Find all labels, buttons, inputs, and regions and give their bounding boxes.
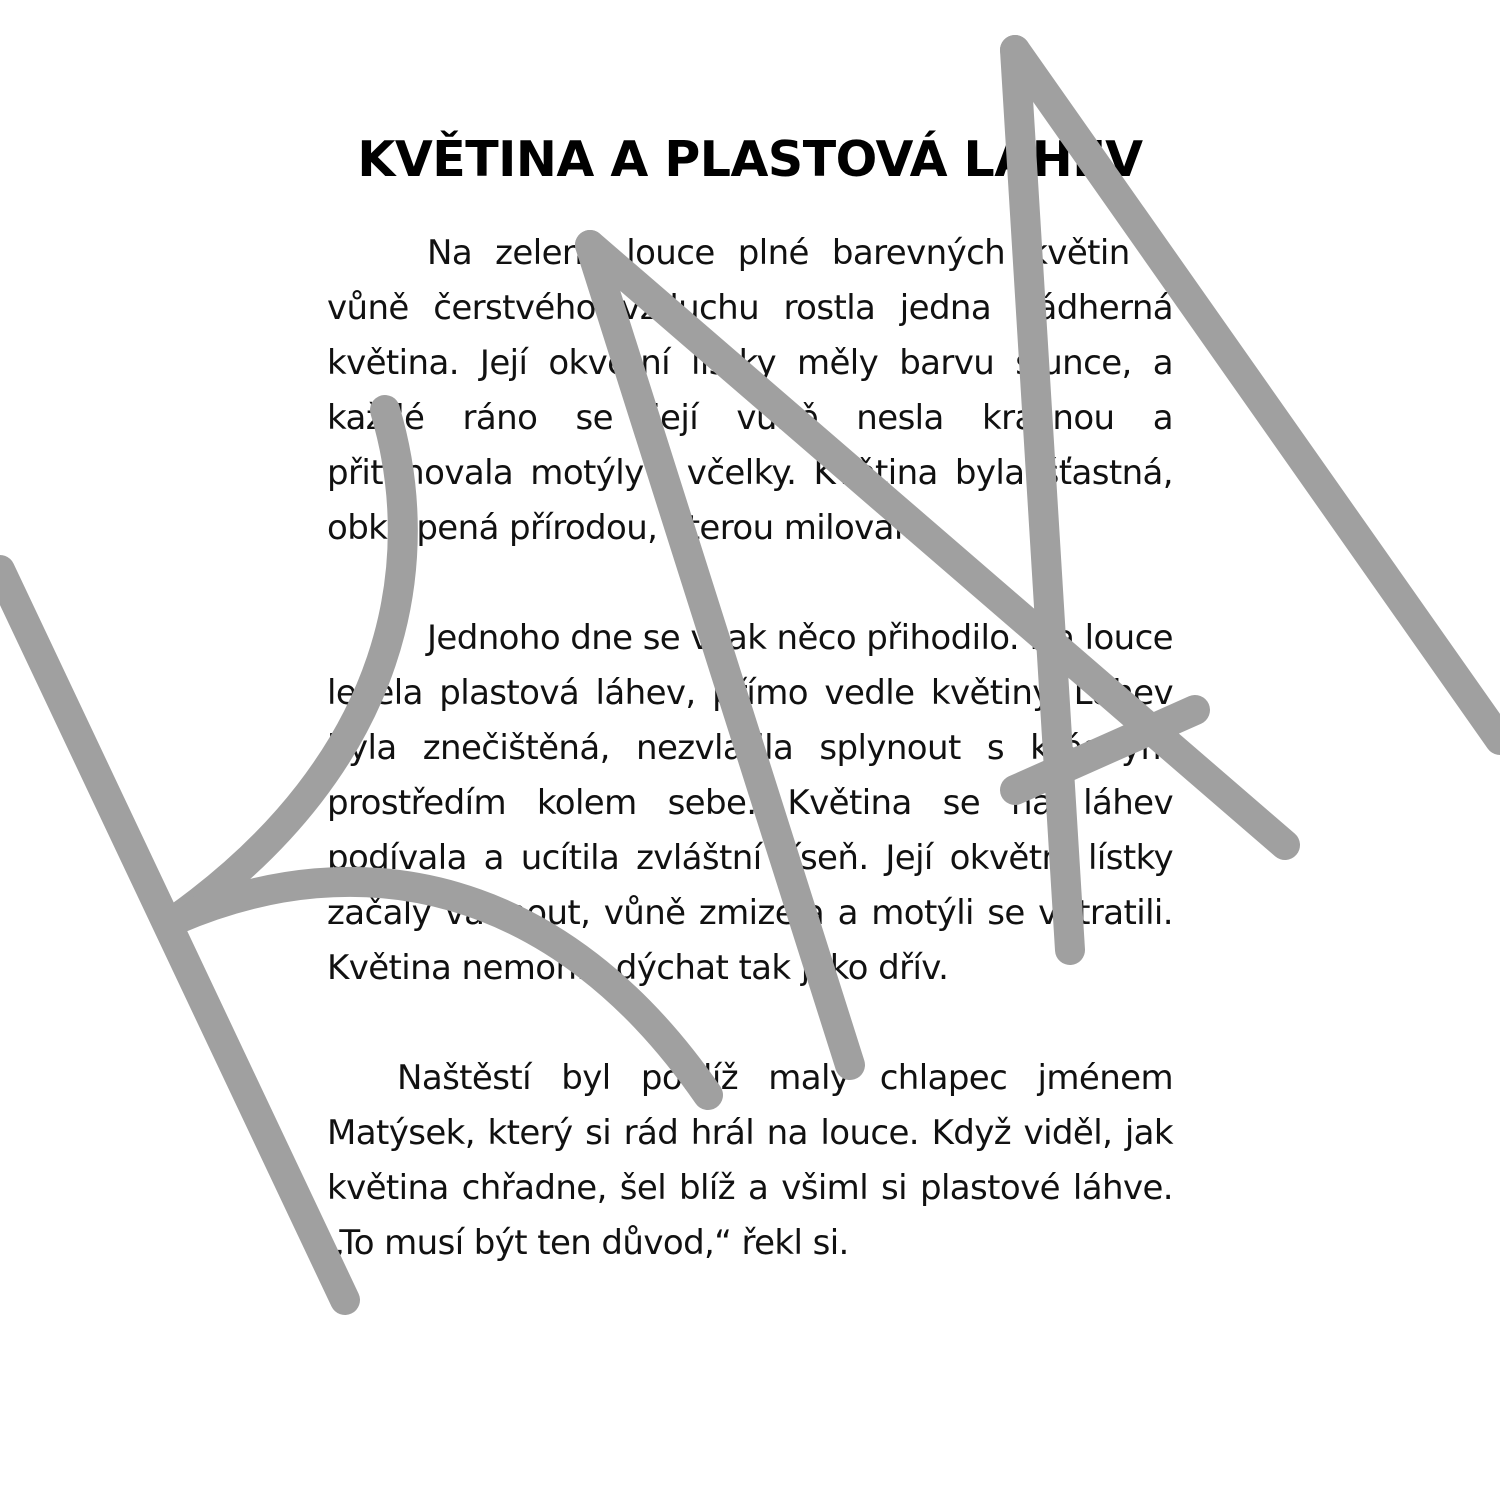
story-body xyxy=(327,226,1173,1271)
paragraph-3: Naštěstí byl poblíž malý chlapec jménem Matýsek, který si rád hrál na louce. Když viděl, jak květina chřadne, šel blíž a všiml si plastové láhve. „To musí být ten důvod,“ řekl si. xyxy=(327,1058,1173,1263)
paragraph-1: Na zelené louce plné barevných květin a vůně čerstvého vzduchu rostla jedna nádherná květina. Její okvětní lístky měly barvu slunce, a každé ráno se její vůně nesla krajinou a přitahovala motýly i včelky. Květina byla šťastná, obklopená přírodou, kterou milovala. xyxy=(327,233,1173,548)
document-title: KVĚTINA A PLASTOVÁ LÁHEV xyxy=(357,131,1143,188)
scribble-stroke-left-diagonal xyxy=(0,570,345,1300)
paragraph-2: Jednoho dne se však něco přihodilo. Na louce ležela plastová láhev, přímo vedle květiny. Láhev byla znečištěná, nezvládla splynout s krásným prostředím kolem sebe. Květina se na láhev podívala a ucítila zvláštní tíseň. Její okvětní lístky začaly vadnout, vůně zmizela a motýli se vytratili. Květina nemohla dýchat tak jako dřív. xyxy=(327,618,1174,988)
